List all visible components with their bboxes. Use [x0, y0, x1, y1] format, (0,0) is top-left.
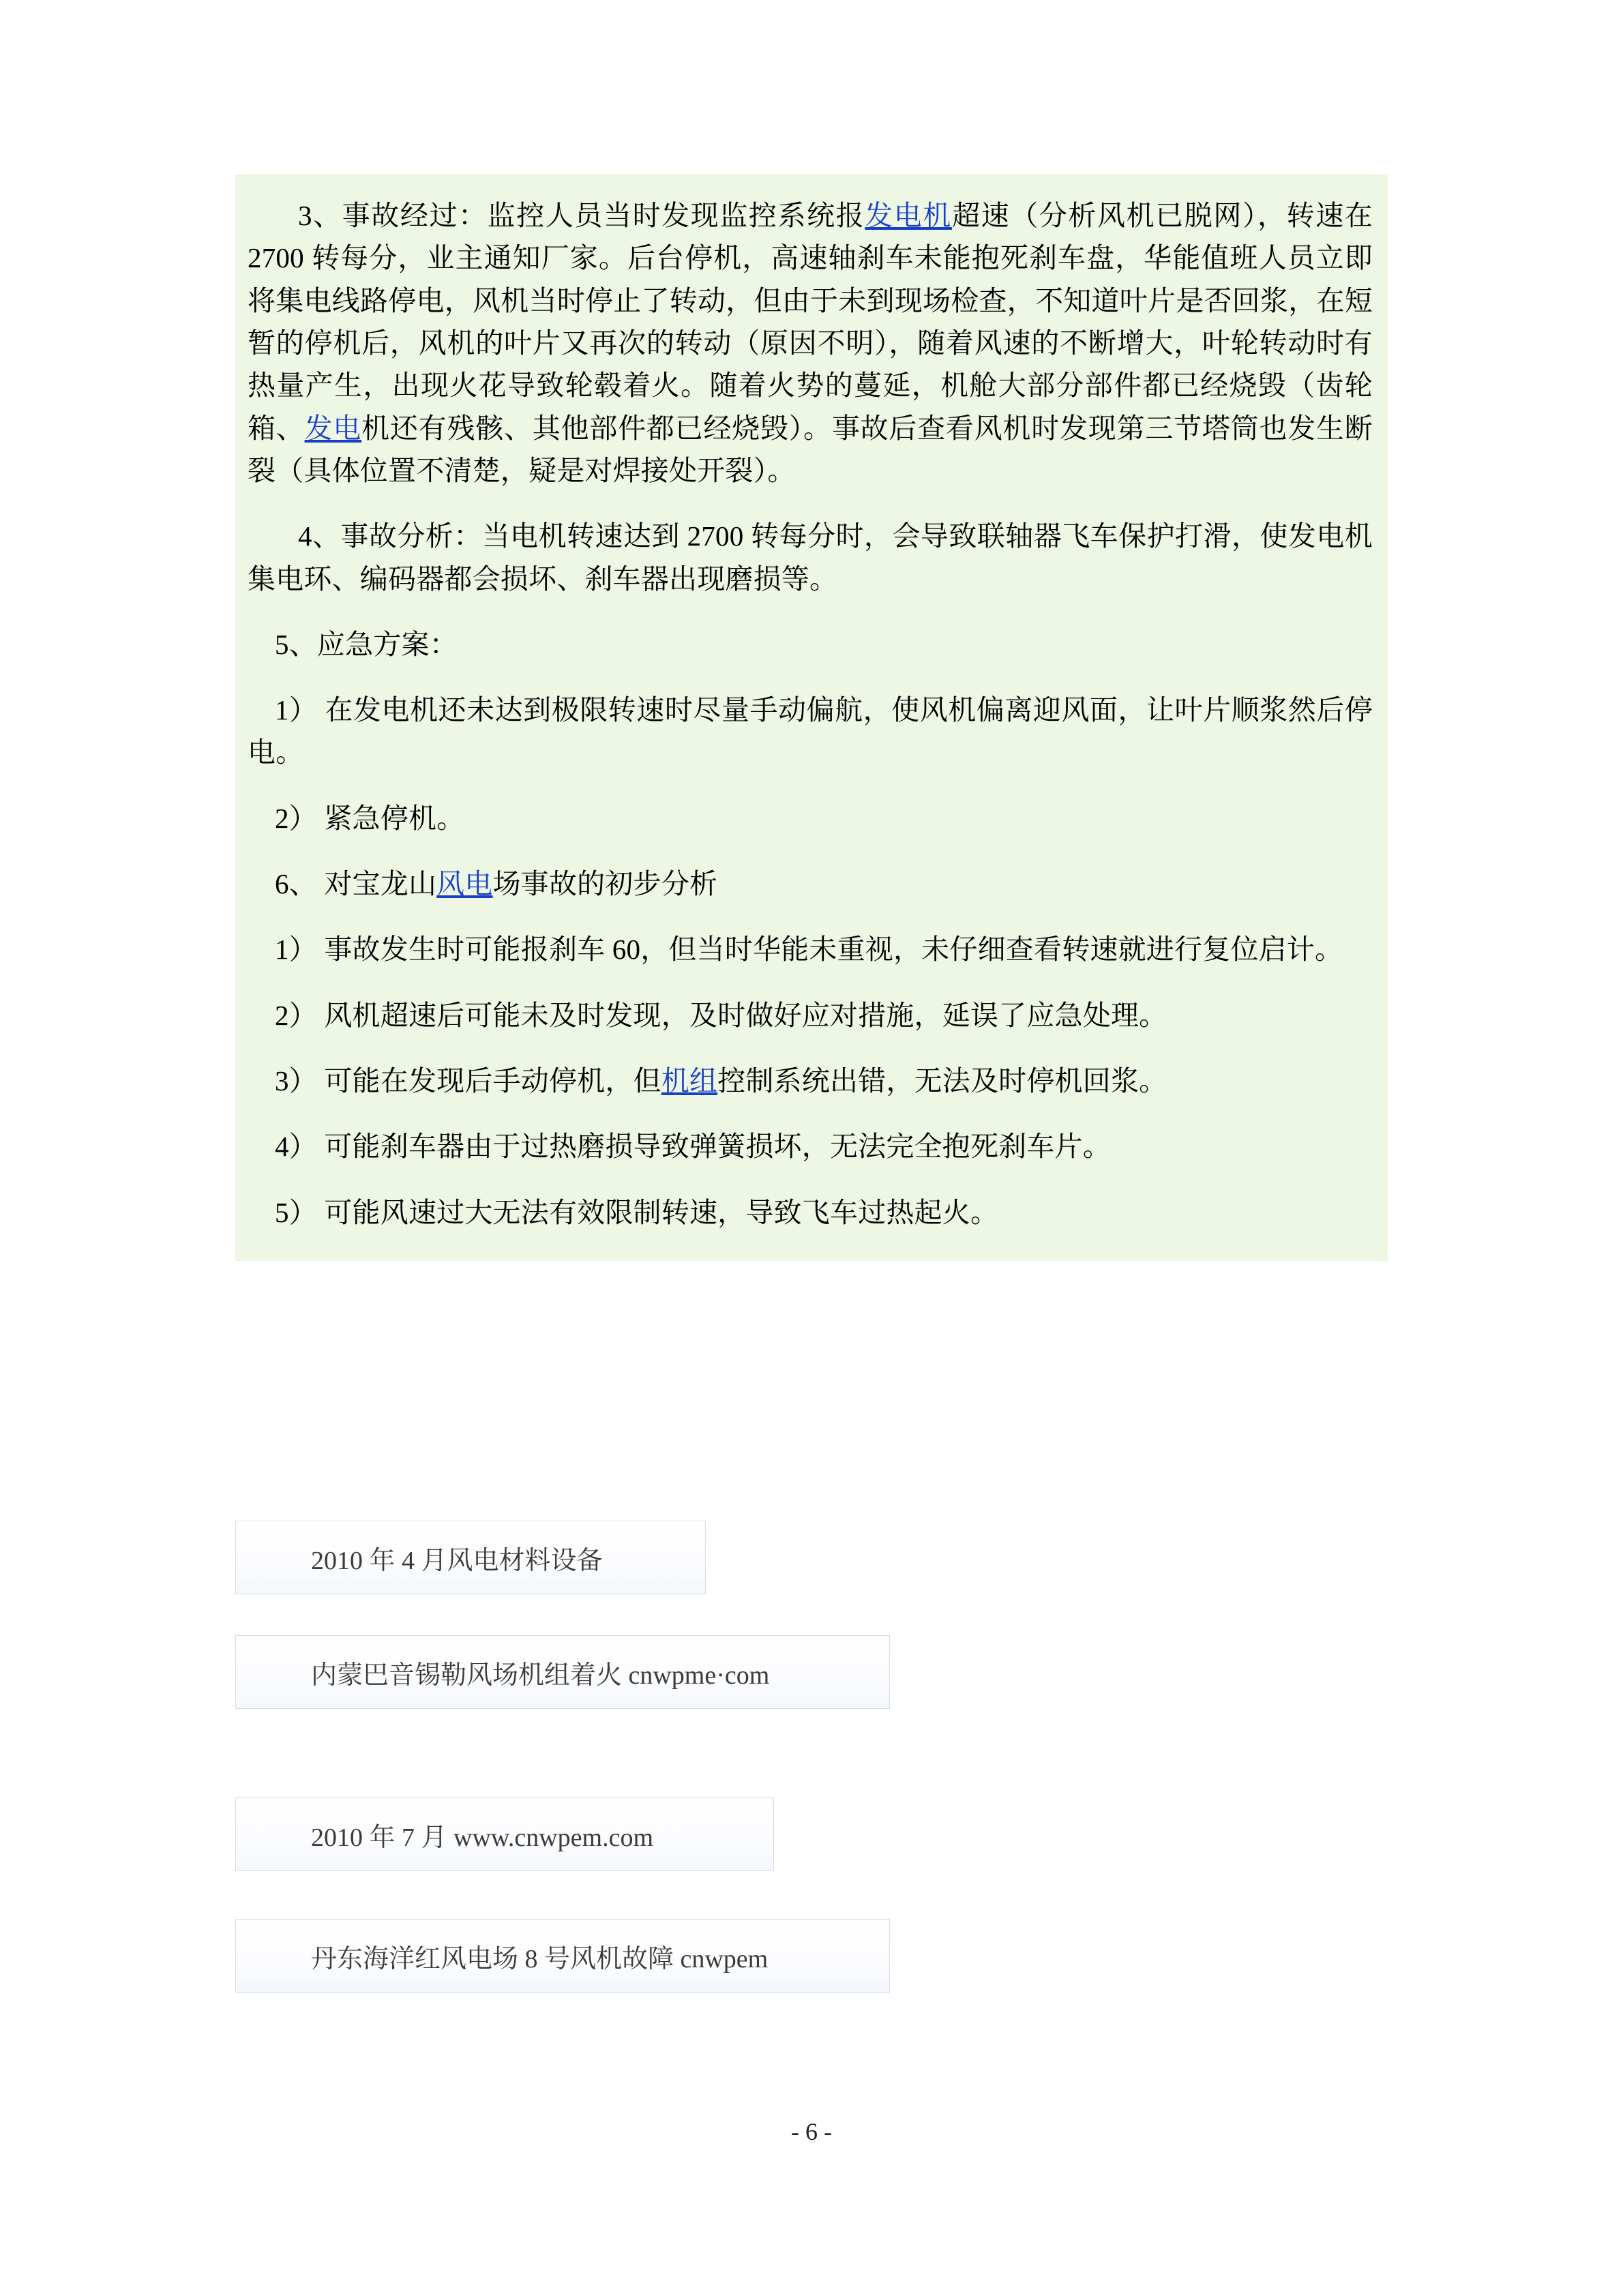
attachment-item [235, 1635, 890, 1709]
page-number: - 6 - [791, 2118, 832, 2145]
attachment-item [235, 1798, 774, 1871]
text-run: 5、应急方案： [275, 628, 458, 660]
attachment-caption: 2010 年 4 月风电材料设备 [311, 1546, 603, 1575]
attachment-caption: 内蒙巴音锡勒风场机组着火 cnwpme·com [311, 1660, 770, 1690]
paragraph-preliminary-analysis-2 [235, 994, 1388, 1037]
text-run: 2） 风机超速后可能未及时发现，及时做好应对措施，延误了应急处理。 [275, 999, 1167, 1031]
attachment-caption: 丹东海洋红风电场 8 号风机故障 cnwpem [311, 1944, 769, 1973]
text-run: 超速（分析风机已脱网），转速在 2700 转每分，业主通知厂家。后台停机，高速轴刹车未能抱死刹车盘，华能值班人员立即将集电线路停电，风机当时停止了转动，但由于未到现场检查，不知道叶片是否回浆，在短暂的停机后，风机的叶片又再次的转动（原因不明），随着风速的不断增大，叶轮转动时有热量产生，出现火花导致轮毂着火。随着火势的蔓延，机舱大部分部件都已经烧毁（齿轮箱、 [248, 200, 1373, 444]
paragraph-preliminary-analysis-1 [235, 928, 1388, 970]
attachment-item [235, 1521, 706, 1594]
text-run: 1） 在发电机还未达到极限转速时尽量手动偏航，使风机偏离迎风面，让叶片顺浆然后停电。 [248, 694, 1373, 769]
paragraph-emergency-plan-2 [235, 797, 1388, 839]
paragraph-emergency-plan-heading [235, 623, 1388, 666]
paragraph-preliminary-analysis-4 [235, 1125, 1388, 1167]
paragraph-preliminary-analysis-5 [235, 1191, 1388, 1234]
text-run: 3） 可能在发现后手动停机，但 [275, 1065, 661, 1097]
inline-link[interactable]: 机组 [661, 1065, 718, 1097]
text-run: 5） 可能风速过大无法有效限制转速，导致飞车过热起火。 [275, 1196, 999, 1228]
inline-link[interactable]: 发电 [304, 412, 362, 444]
text-run: 6、 对宝龙山 [275, 868, 437, 900]
attachment-list [235, 1521, 1395, 1993]
text-run: 4、事故分析：当电机转速达到 2700 转每分时，会导致联轴器飞车保护打滑，使发电机集电环、编码器都会损坏、刹车器出现磨损等。 [248, 520, 1373, 595]
attachment-item [235, 1919, 890, 1993]
text-run: 控制系统出错，无法及时停机回浆。 [717, 1065, 1167, 1097]
attachment-caption: 2010 年 7 月 www.cnwpem.com [311, 1823, 654, 1852]
paragraph-preliminary-analysis-heading [235, 863, 1388, 905]
paragraph-accident-process [235, 194, 1388, 492]
text-run: 场事故的初步分析 [492, 868, 718, 900]
highlighted-text-block [235, 174, 1388, 1261]
inline-link[interactable]: 风电 [436, 868, 493, 900]
text-run: 机还有残骸、其他部件都已经烧毁）。事故后查看风机时发现第三节塔筒也发生断裂（具体位置不清楚，疑是对焊接处开裂）。 [248, 412, 1373, 486]
paragraph-accident-analysis [235, 515, 1388, 600]
inline-link[interactable]: 发电机 [865, 200, 953, 231]
paragraph-preliminary-analysis-3 [235, 1060, 1388, 1102]
text-run: 1） 事故发生时可能报刹车 60，但当时华能未重视，未仔细查看转速就进行复位启计。 [275, 934, 1343, 966]
text-run: 3、事故经过：监控人员当时发现监控系统报 [298, 200, 865, 231]
text-run: 4） 可能刹车器由于过热磨损导致弹簧损坏，无法完全抱死刹车片。 [275, 1131, 1111, 1163]
text-run: 2） 紧急停机。 [275, 802, 465, 834]
paragraph-emergency-plan-1 [235, 689, 1388, 774]
